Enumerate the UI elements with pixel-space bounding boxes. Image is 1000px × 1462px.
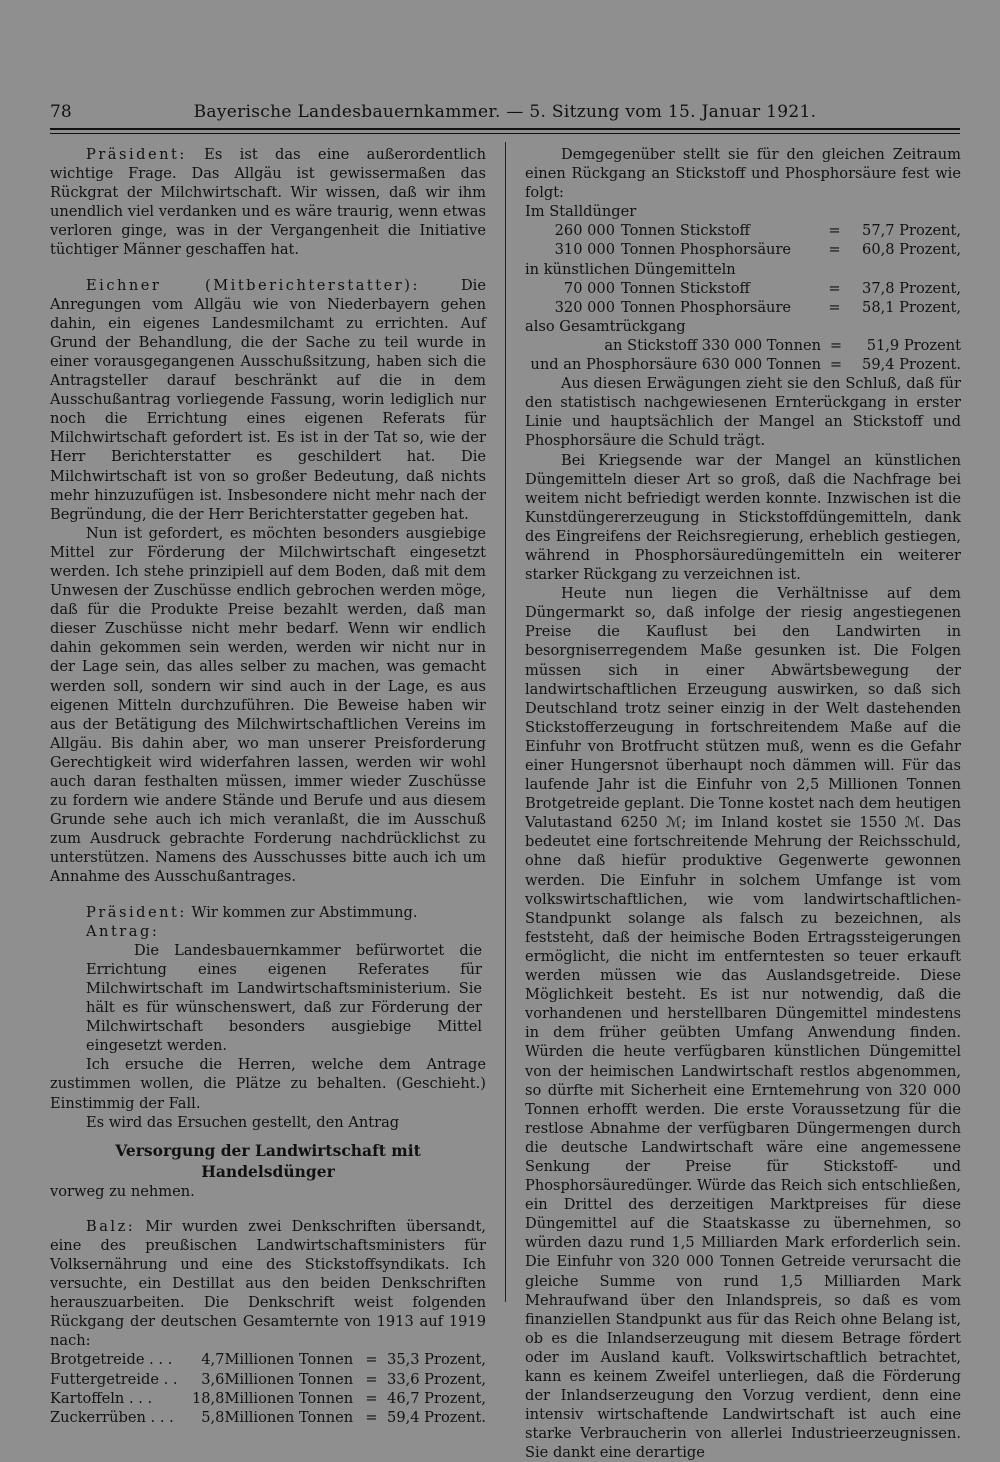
paragraph: vorweg zu nehmen. bbox=[50, 1182, 195, 1200]
paragraph-text: Es ist das eine außerordentlich wichtige Frage. Das Allgäu ist gewissermaßen das Rückgrat der Milchwirtschaft. Wir wissen, daß wir ihm unendlich viel verdanken und es wäre traurig, wenn etwas verloren ginge, was in der Vergangenheit die Initiative tüchtiger Männer geschaffen hat. bbox=[50, 146, 486, 259]
table-row: Futtergetreide . . 3,6 Millionen Tonnen = 33,6 Prozent, bbox=[50, 1370, 486, 1388]
harvest-table bbox=[50, 1350, 486, 1426]
paragraph bbox=[50, 524, 486, 887]
column-divider bbox=[505, 142, 506, 1302]
table-label: Im Stalldünger bbox=[525, 203, 637, 221]
right-column bbox=[525, 145, 961, 1462]
paragraph: Es wird das Ersuchen gestellt, den Antrag bbox=[86, 1113, 400, 1131]
paragraph-text: Wir kommen zur Abstimmung. bbox=[191, 903, 418, 921]
paragraph: Demgegenüber stellt sie für den gleichen Zeitraum einen Rückgang an Stickstoff und Phosphorsäure fest wie folgt: bbox=[525, 146, 961, 202]
page-header bbox=[50, 98, 960, 128]
stall-dung-table bbox=[525, 221, 961, 259]
artificial-fertilizer-table bbox=[525, 279, 961, 317]
total-decline-table bbox=[525, 336, 961, 374]
section-title-line: Handelsdünger bbox=[201, 1161, 335, 1181]
paragraph bbox=[50, 145, 486, 260]
table-row: und an Phosphorsäure 630 000 Tonnen = 59,4 Prozent. bbox=[530, 356, 961, 374]
paragraph-text: Die Anregungen vom Allgäu wie von Niederbayern gehen dahin, ein eigenes Landesmilchamt zu errichten. Auf Grund der Behandlung, die der Sache zu teil wurde in einer vorausgegangenen Ausschußsitzung, haben sich die Antragsteller darauf beschränkt auf die in dem Ausschußantrag vorliegende Fassung, worin lediglich nur noch die Errichtung eines eigenen Referats für Milchwirtschaft gefordert ist. Es ist in der Tat so, wie der Herr Berichterstatter es geschildert hat. Die Milchwirtschaft ist von so großer Bedeutung, daß nichts mehr hinzuzufügen ist. Insbesondere nicht mehr nach der Begründung, die der Herr Berichterstatter gegeben hat. bbox=[50, 276, 486, 523]
running-title: Bayerische Landesbauernkammer. — 5. Sitzung vom 15. Januar 1921. bbox=[193, 102, 817, 122]
header-rule bbox=[50, 128, 960, 134]
table-label: in künstlichen Düngemitteln bbox=[525, 260, 736, 278]
paragraph bbox=[50, 903, 486, 922]
paragraph bbox=[50, 276, 486, 524]
paragraph bbox=[50, 1217, 486, 1351]
table-row: 260 000 Tonnen Stickstoff = 57,7 Prozent, bbox=[554, 222, 961, 240]
table-row: 70 000 Tonnen Stickstoff = 37,8 Prozent, bbox=[563, 279, 961, 297]
paragraph: Heute nun liegen die Verhältnisse auf dem Düngermarkt so, daß infolge der riesig angestiegenen Preise die Kauflust bei den Landwirten in besorgniserregendem Maße gesunken ist. Die Folgen müssen sich in einer Abwärtsbewegung der landwirtschaftlichen Erzeugung auswirken, so daß sich Deutschland trotz seiner einzig in der Welt dastehenden Stickstofferzeugung in fortschreitendem Maße auf die Einfuhr von Brotfrucht stützen muß, wenn es die Gefahr einer Hungersnot überhaupt noch dämmen will. Für das laufende Jahr ist die Einfuhr von 2,5 Millionen Tonnen Brotgetreide geplant. Die Tonne kostet nach dem heutigen Valutastand 6250 ℳ; im Inland kostet sie 1550 ℳ. Das bedeutet eine fortschreitende Mehrung der Reichsschuld, ohne daß hiefür produktive Gegenwerte gewonnen werden. Die Einfuhr in solchem Umfange ist vom volkswirtschaftlichen, wie vom landwirtschaftlichen-Standpunkt solange als falsch zu bezeichnen, als feststeht, daß der heimische Boden Ertragssteigerungen ermöglicht, die nicht im entferntesten so teuer erkauft werden müssen wie das Auslandsgetreide. Diese Möglichkeit besteht. Es ist nur notwendig, daß die vorhandenen und herstellbaren Düngemittel mindestens in dem früher geübten Umfang Anwendung finden. Würden die heute verfügbaren künstlichen Düngemittel von der heimischen Landwirtschaft restlos abgenommen, so dürfte mit Sicherheit eine Erntemehrung von 320 000 Tonnen erhofft werden. Die erste Voraussetzung für die restlose Abnahme der verfügbaren Düngermengen durch die deutsche Landwirtschaft wäre eine angemessene Senkung der Preise für Stickstoff- und Phosphorsäuredünger. Würde das Reich sich entschließen, ein Drittel des derzeitigen Marktpreises für diese Düngemittel auf die Staatskasse zu übernehmen, so würden dazu rund 1,5 Milliarden Mark erforderlich sein. Die Einfuhr von 320 000 Tonnen Getreide verursacht die gleiche Summe von rund 1,5 Milliarden Mark Mehraufwand über den Inlandspreis, so daß es vom finanziellen Standpunkt aus für das Reich ohne Belang ist, ob es die Inlandserzeugung mit diesem Betrage fördert oder im Ausland kauft. Volkswirtschaftlich betrachtet, kann es keinem Zweifel unterliegen, daß die Förderung der Inlandserzeugung den Vorzug verdient, denn eine intensiv wirtschaftende Landwirtschaft ist auch eine starke Verbraucherin von allerlei Industrieerzeugnissen. Sie dankt eine derartige bbox=[525, 585, 961, 1462]
paragraph: Aus diesen Erwägungen zieht sie den Schluß, daß für den statistisch nachgewiesenen Ernterückgang in erster Linie und hauptsächlich der Mangel an Stickstoff und Phosphorsäure die Schuld trägt. bbox=[525, 375, 961, 450]
paragraph-text: Nun ist gefordert, es möchten besonders ausgiebige Mittel zur Förderung der Milchwirtschaft eingesetzt werden. Ich stehe prinzipiell auf dem Boden, daß mit dem Unwesen der Zuschüsse endlich gebrochen werden möge, daß für die Produkte Preise bezahlt werden, daß man dieser Zuschüsse nicht mehr bedarf. Wenn wir endlich dahin gekommen sein werden, werden wir nicht nur in der Lage sein, das alles selber zu machen, was gemacht werden soll, sondern wir sind auch in der Lage, es aus eigenen Mitteln durchzuführen. Die Beweise haben wir aus der Betätigung des Milchwirtschaftlichen Vereins im Allgäu. Bis dahin aber, wo man unserer Preisforderung Gerechtigkeit wird widerfahren lassen, werden wir wohl auch daran festhalten müssen, immer wieder Zuschüsse zu fordern wie andere Stände und Berufe und aus diesem Grunde sehe auch ich mich veranlaßt, die im Ausschuß zum Ausdruck gebrachte Forderung nachdrücklichst zu unterstützen. Namens des Ausschusses bitte auch ich um Annahme des Ausschußantrages. bbox=[50, 524, 486, 886]
speaker-name: Balz: bbox=[86, 1217, 136, 1235]
speaker-name: Präsident: bbox=[86, 146, 187, 163]
paragraph: Bei Kriegsende war der Mangel an künstlichen Düngemitteln dieser Art so groß, daß die Nachfrage bei weitem nicht befriedigt werden konnte. Inzwischen ist die Kunstdüngererzeugung in Stickstoffdüngemitteln, dank des Eingreifens der Reichsregierung, erheblich gestiegen, während in Phosphorsäuredüngemitteln ein weiterer starker Rückgang zu verzeichnen ist. bbox=[525, 451, 961, 584]
paragraph-text: Mir wurden zwei Denkschriften übersandt, eine des preußischen Landwirtschaftsministers für Volksernährung und eine des Stickstoffsyndikats. Ich versuchte, ein Destillat aus den beiden Denkschriften herauszuarbeiten. Die Denkschrift weist folgenden Rückgang der deutschen Gesamternte von 1913 auf 1919 nach: bbox=[50, 1217, 487, 1350]
left-column bbox=[50, 145, 486, 1427]
section-title-line: Versorgung der Landwirtschaft mit bbox=[115, 1140, 421, 1160]
table-row: Kartoffeln . . . 18,8 Millionen Tonnen = 46,7 Prozent, bbox=[50, 1389, 486, 1407]
table-row: an Stickstoff 330 000 Tonnen = 51,9 Prozent bbox=[604, 336, 961, 354]
page-number: 78 bbox=[50, 102, 72, 122]
table-row: 320 000 Tonnen Phosphorsäure = 58,1 Prozent, bbox=[554, 298, 961, 316]
table-label: also Gesamtrückgang bbox=[525, 317, 686, 335]
motion-text: Die Landesbauernkammer befürwortet die Errichtung eines eigenen Referates für Milchwirtschaft im Landwirtschaftsministerium. Sie hält es für wünschenswert, daß zur Förderung der Milchwirtschaft besonders ausgiebige Mittel eingesetzt werden. bbox=[86, 941, 482, 1055]
table-row: Brotgetreide . . . 4,7 Millionen Tonnen = 35,3 Prozent, bbox=[50, 1351, 486, 1369]
section-title bbox=[50, 1140, 486, 1182]
table-row: 310 000 Tonnen Phosphorsäure = 60,8 Prozent, bbox=[554, 241, 961, 259]
paragraph: Ich ersuche die Herren, welche dem Antrage zustimmen wollen, die Plätze zu behalten. (Geschieht.) Einstimmig der Fall. bbox=[50, 1056, 486, 1112]
motion-label: Antrag: bbox=[86, 922, 160, 940]
table-row: Zuckerrüben . . . 5,8 Millionen Tonnen = 59,4 Prozent. bbox=[50, 1408, 486, 1426]
speaker-name: Präsident: bbox=[86, 903, 187, 921]
speaker-name: Eichner (Mitberichterstatter): bbox=[86, 276, 420, 294]
